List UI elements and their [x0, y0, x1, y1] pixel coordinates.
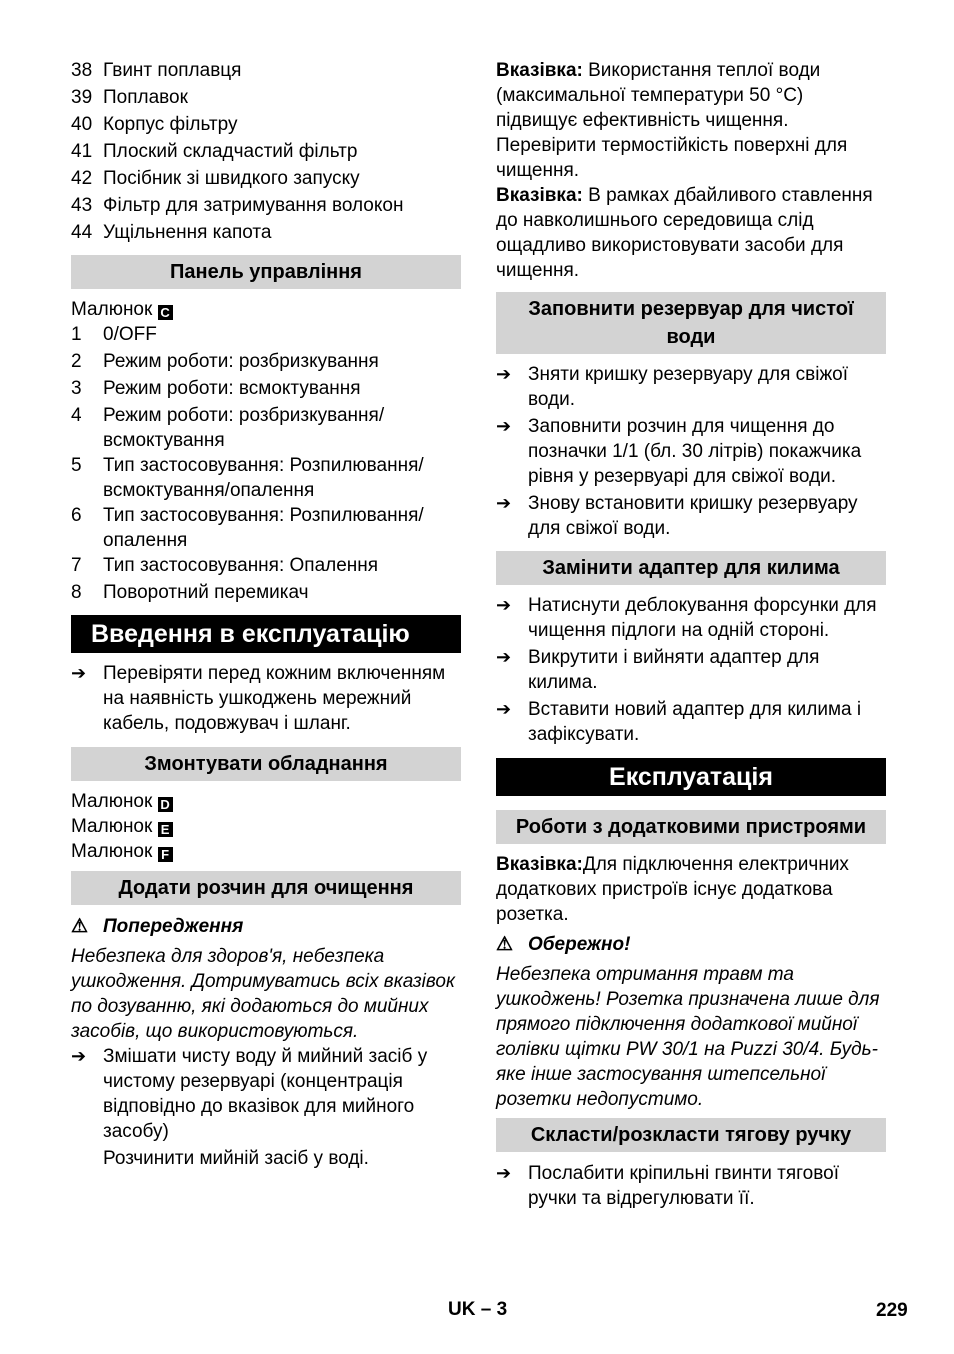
item-number: 40 — [71, 114, 93, 135]
arrow-right-icon: ➔ — [496, 699, 512, 719]
parts-list — [71, 58, 461, 247]
note-environment — [496, 183, 886, 283]
section-heading-carpet-adapter: Замінити адаптер для килима — [496, 551, 886, 585]
step-followup: Розчинити мийній засіб у воді. — [103, 1148, 369, 1169]
list-item — [71, 376, 461, 403]
note-label: Вказівка: — [496, 60, 583, 81]
item-number: 41 — [71, 141, 93, 162]
note-text: Використання теплої води (максимальної температури 50 °C) підвищує ефективність чищення. Перевірити термостійкість поверхні для чищення. — [496, 60, 848, 181]
item-text: Плоский складчастий фільтр — [103, 141, 358, 162]
step-text: Змішати чисту воду й мийний засіб у чистому резервуарі (концентрація відповідно до вказівок для мийного засобу) — [103, 1046, 428, 1142]
item-text: Тип застосовування: Розпилювання/ всмоктування/опалення — [103, 455, 424, 501]
list-item — [496, 593, 886, 643]
item-number: 8 — [71, 582, 82, 603]
item-text: Режим роботи: всмоктування — [103, 378, 361, 399]
list-item — [71, 58, 461, 85]
figure-label: Малюнок — [71, 841, 153, 862]
figure-reference — [71, 789, 461, 814]
list-item — [71, 553, 461, 580]
figure-label: Малюнок — [71, 791, 153, 812]
list-item — [71, 112, 461, 139]
note-text: Для підключення електричних додаткових пристроїв існує додаткова розетка. — [496, 854, 849, 925]
handle-steps — [496, 1161, 886, 1211]
list-item — [71, 661, 461, 736]
footer-language-code: UK – 3 — [448, 1299, 508, 1320]
warning-text: Небезпека для здоров'я, небезпека ушкодження. Дотримуватись всіх вказівок по дозуванню, які додаються до мийних засобів, що використовуються. — [71, 946, 455, 1042]
list-item — [496, 1161, 886, 1211]
list-item — [71, 220, 461, 247]
fill-steps — [496, 362, 886, 541]
item-number: 44 — [71, 222, 93, 243]
note-text: В рамках дбайливого ставлення до навколишнього середовища слід ощадливо використовувати засоби для чищення. — [496, 185, 873, 281]
step-text: Натиснути деблокування форсунки для чищення підлоги на одній стороні. — [528, 595, 877, 641]
detergent-steps — [71, 1044, 461, 1144]
figure-letter: F — [158, 847, 173, 862]
step-text: Викрутити і вийняти адаптер для килима. — [528, 647, 820, 693]
figure-reference — [71, 814, 461, 839]
arrow-right-icon: ➔ — [496, 364, 512, 384]
item-text: Корпус фільтру — [103, 114, 238, 135]
list-item — [496, 414, 886, 489]
item-text: Режим роботи: розбризкування — [103, 351, 379, 372]
section-heading-control-panel: Панель управління — [71, 255, 461, 289]
figure-label: Малюнок — [71, 816, 153, 837]
caution-header — [496, 932, 886, 957]
list-item — [496, 645, 886, 695]
list-item — [496, 697, 886, 747]
step-text: Перевіряти перед кожним включенням на наявність ушкоджень мережний кабель, подовжувач і шланг. — [103, 663, 446, 734]
section-heading-detergent: Додати розчин для очищення — [71, 871, 461, 905]
item-number: 6 — [71, 505, 82, 526]
item-number: 38 — [71, 60, 93, 81]
item-number: 2 — [71, 351, 82, 372]
list-item — [71, 580, 461, 607]
arrow-right-icon: ➔ — [496, 595, 512, 615]
item-number: 5 — [71, 455, 82, 476]
item-number: 1 — [71, 324, 82, 345]
arrow-right-icon: ➔ — [496, 493, 512, 513]
controls-list — [71, 322, 461, 607]
figure-letter: E — [158, 822, 173, 837]
warning-triangle-icon: ⚠ — [496, 934, 514, 955]
item-text: Поворотний перемикач — [103, 582, 309, 603]
item-text: Гвинт поплавця — [103, 60, 242, 81]
warning-label: Попередження — [103, 916, 244, 937]
section-heading-fill-tank: Заповнити резервуар для чистої води — [496, 292, 886, 354]
list-item — [71, 166, 461, 193]
section-heading-handle: Скласти/розкласти тягову ручку — [496, 1118, 886, 1152]
list-item — [71, 322, 461, 349]
note-label: Вказівка: — [496, 185, 583, 206]
warning-header — [71, 914, 461, 939]
startup-steps — [71, 661, 461, 736]
note-warm-water — [496, 58, 886, 183]
caution-label: Обережно! — [528, 934, 631, 955]
step-text: Вставити новий адаптер для килима і зафіксувати. — [528, 699, 862, 745]
arrow-right-icon: ➔ — [496, 1163, 512, 1183]
item-number: 7 — [71, 555, 82, 576]
list-item — [496, 362, 886, 412]
item-text: 0/OFF — [103, 324, 157, 345]
figure-reference — [71, 297, 461, 322]
figure-label: Малюнок — [71, 299, 153, 320]
note-outlet — [496, 852, 886, 927]
caution-text: Небезпека отримання травм та ушкоджень! Розетка призначена лише для прямого підключення додаткової мийної голівки щітки PW 30/1 на Puzzi 30/4. Будь-яке інше застосування штепсельної розетки недопустимо. — [496, 964, 880, 1110]
item-number: 4 — [71, 405, 82, 426]
item-number: 39 — [71, 87, 93, 108]
right-column — [496, 58, 886, 1211]
note-label: Вказівка: — [496, 854, 583, 875]
arrow-right-icon: ➔ — [496, 416, 512, 436]
item-text: Поплавок — [103, 87, 188, 108]
figure-letter: C — [158, 305, 173, 320]
list-item — [71, 85, 461, 112]
warning-triangle-icon: ⚠ — [71, 916, 89, 937]
arrow-right-icon: ➔ — [71, 663, 87, 683]
item-text: Посібник зі швидкого запуску — [103, 168, 360, 189]
item-text: Ущільнення капота — [103, 222, 272, 243]
item-text: Тип застосовування: Розпилювання/ опалення — [103, 505, 424, 551]
main-heading-startup: Введення в експлуатацію — [71, 615, 461, 653]
arrow-right-icon: ➔ — [496, 647, 512, 667]
list-item — [496, 491, 886, 541]
list-item — [71, 349, 461, 376]
item-text: Фільтр для затримування волокон — [103, 195, 404, 216]
step-text: Зняти кришку резервуару для свіжої води. — [528, 364, 849, 410]
item-number: 42 — [71, 168, 93, 189]
figure-letter: D — [158, 797, 173, 812]
item-text: Тип застосовування: Опалення — [103, 555, 379, 576]
carpet-steps — [496, 593, 886, 747]
main-heading-operation: Експлуатація — [496, 758, 886, 796]
figure-reference — [71, 839, 461, 864]
section-heading-accessories: Роботи з додатковими пристроями — [496, 810, 886, 844]
item-text: Режим роботи: розбризкування/ всмоктування — [103, 405, 385, 451]
arrow-right-icon: ➔ — [71, 1046, 87, 1066]
list-item — [71, 503, 461, 553]
page-number: 229 — [876, 1300, 908, 1321]
section-heading-mount: Змонтувати обладнання — [71, 747, 461, 781]
step-text: Заповнити розчин для чищення до позначки 1/1 (бл. 30 літрів) покажчика рівня у резервуарі для свіжої води. — [528, 416, 862, 487]
item-number: 3 — [71, 378, 82, 399]
left-column — [71, 58, 461, 1171]
list-item — [71, 193, 461, 220]
list-item — [71, 1044, 461, 1144]
list-item — [71, 403, 461, 453]
item-number: 43 — [71, 195, 93, 216]
step-text: Знову встановити кришку резервуару для свіжої води. — [528, 493, 858, 539]
step-text: Послабити кріпильні гвинти тягової ручки та відрегулювати її. — [528, 1163, 839, 1209]
list-item — [71, 453, 461, 503]
list-item — [71, 139, 461, 166]
figure-references — [71, 789, 461, 864]
